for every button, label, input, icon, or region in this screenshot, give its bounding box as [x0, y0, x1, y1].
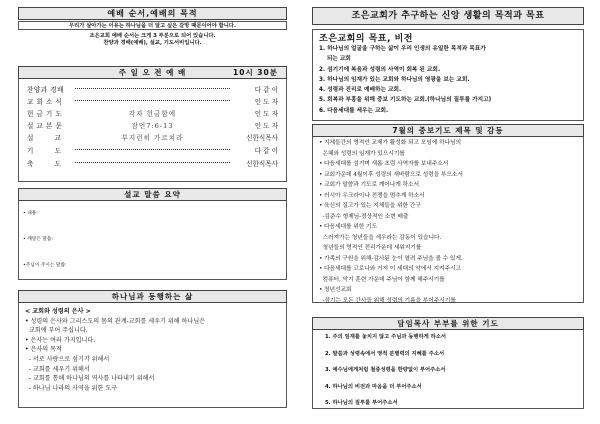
worship-row-leader: 인 도 자 [254, 110, 278, 118]
walk-with-god-body [25, 307, 205, 393]
prayer-item: • 다음세대를 섬기며 새롭 초럼 사역자를 보내주소서 [319, 161, 449, 167]
prayer-item: 은혜와 성령의 임재가 있으시기를 [319, 150, 405, 157]
worship-purpose-section [18, 7, 287, 55]
walk-line: - 교회를 통해 하나님의 역사를 나타내기 위해서 [25, 375, 155, 383]
prayer-item: • 러시아 우크라이나 전쟁을 멈추게 하소서 [319, 192, 425, 199]
prayer-item: • 청년선교회 [319, 287, 352, 293]
worship-order-section [18, 66, 287, 182]
worship-row-detail: 잠언7:6-13 [131, 122, 174, 130]
worship-row [27, 158, 278, 168]
vision-item: 되는 교회 [319, 56, 351, 63]
prayer-topics-section [312, 124, 584, 303]
vision-section [312, 29, 584, 121]
worship-row-leader: 다 같 이 [254, 147, 278, 155]
pastor-prayer-item: 2. 말씀과 성령속에서 영적 분별력의 지혜를 주소서 [325, 350, 445, 357]
prayer-item: • 교회가운데 4월이후 성령의 새바람으로 성령을 부으소서 [319, 171, 463, 178]
walk-line: • 은사의 목적 [25, 346, 62, 354]
prayer-item: • 육신의 질고가 있는 지체들을 위한 간구 [319, 203, 421, 209]
walk-with-god-section [18, 290, 287, 408]
worship-row [27, 96, 278, 106]
prayer-topics-list [319, 138, 463, 306]
worship-order-header [18, 66, 287, 79]
vision-item: 3. 하나님의 임재가 있는 교회와 하나님의 영광을 보는 교회. [319, 76, 470, 83]
pastor-prayer-section [312, 317, 584, 409]
pastor-prayer-item: 5. 하나님의 질투를 부어주소서 [325, 400, 398, 406]
worship-row-label: 설 교 본 문 [27, 122, 63, 130]
dotted-leader [75, 100, 230, 101]
sermon-summary-title: 설교 말씀 요약 [18, 188, 287, 201]
worship-row [27, 108, 278, 118]
left-column [18, 0, 287, 424]
worship-row-label: 설 교 [27, 134, 62, 142]
vision-item: 4. 성령과 진리로 예배하는 교회. [319, 87, 402, 94]
worship-row-label: 교 회 소 식 [27, 98, 63, 106]
prayer-item: -섬기는 모든 간사들 위해 성령의 기름을 부어주시기를 [319, 297, 456, 304]
worship-row [27, 145, 278, 155]
vision-item: 1. 하나님의 얼굴을 구하는 삶이 우리 인생의 유일한 목적과 목표가 [319, 46, 486, 52]
prayer-item: -김준수 형제님-경상적인 소변 배출 [319, 213, 409, 220]
summary-word-label: •주님이 주시는 말씀: [23, 263, 67, 268]
worship-time: 10시 30분 [233, 68, 278, 77]
prayer-topics-title: 7월의 중보기도 제목 및 감동 [312, 124, 584, 137]
worship-order-title: 주 일 오 전 예 배 [118, 68, 187, 77]
worship-row-leader: 다 같 이 [254, 86, 278, 94]
worship-order-parts: 찬양과 경배(예배), 설교, 기도서비입니다. [103, 40, 202, 46]
prayer-item: 컴퓨터, 악기 훈련 가운데 주님이 함께 해주시기를 [319, 276, 445, 283]
prayer-item: • 다음세대를 위한 기도 [319, 224, 378, 230]
walk-with-god-title: 하나님과 동행하는 삶 [18, 290, 287, 303]
right-column [312, 0, 584, 424]
pastor-prayer-item: 4. 하나님의 비전과 마음을 더 부어주소서 [325, 383, 422, 390]
summary-content-label: • 내용: [23, 211, 38, 216]
vision-title: 조은교회의 목표, 비전 [319, 34, 413, 44]
prayer-item: • 가족의 구원을 위해-감사된 눈이 열려 주님을 볼 수 있게. [319, 255, 463, 262]
worship-row [27, 132, 278, 142]
dotted-leader [75, 162, 230, 163]
vision-item: 6. 다음세대를 세우는 교회. [319, 107, 389, 114]
vision-item: 2. 섬기기에 복음과 성령의 사역이 회복 된 교회. [319, 66, 441, 73]
walk-line: - 하나님 나라의 사역을 위한 도구 [25, 384, 118, 392]
walk-line: • 성령의 은사와 그리스도의 몸의 관계-교회를 세우기 위해 하나님은 [25, 317, 206, 325]
walk-subtitle: < 교회와 성령의 은사 > [25, 308, 91, 315]
walk-line: • 은사는 여러 가지입니다. [25, 336, 96, 344]
walk-line: - 서로 사랑으로 섬기기 위해서 [25, 355, 110, 363]
worship-row-leader: 신한식목사 [246, 160, 278, 168]
summary-lesson-label: • 깨달은 말씀: [23, 237, 53, 242]
sermon-summary-section [18, 188, 287, 280]
pastor-prayer-item: 3. 예수님에게처럼 철중성령을 한량없이 부어주소서 [325, 367, 446, 373]
vision-list [319, 44, 491, 116]
worship-row-label: 헌 금 기 도 [27, 110, 63, 118]
worship-purpose-title: 예배 순서,예배의 목적 [18, 7, 287, 20]
dotted-leader [75, 149, 230, 150]
dotted-leader [75, 88, 230, 89]
worship-row-label: 찬양과 경배 [27, 86, 64, 94]
prayer-item: • 교회가 말씀과 기도로 깨어나게 하소서 [319, 182, 420, 188]
pastor-prayer-title: 담임목사 부부를 위한 기도 [312, 317, 584, 330]
worship-row-label: 축 도 [27, 160, 62, 168]
worship-row [27, 120, 278, 130]
worship-row-leader: 인 도 자 [254, 98, 278, 106]
worship-order-note: 조은교회 예배 순서는 크게 3 부분으로 되어 있습니다. [89, 33, 216, 39]
prayer-item: • 다음세대를 코로나와 거저 이 세대의 악에서 지켜주시고 [319, 266, 462, 272]
prayer-item: 스러져가는 청년들을 세우라는 감동이 있습니다. [319, 234, 442, 241]
worship-row-leader: 신한식목사 [246, 134, 278, 142]
pastor-prayer-list [325, 329, 446, 412]
church-goals-main-title: 조은교회가 추구하는 신앙 생활의 목적과 목표 [312, 7, 584, 25]
worship-purpose-note: 우리가 살아가는 이유는 하나님을 더 알고 싶은 갈망 때문이어야 합니다. [18, 21, 287, 30]
walk-line: - 교회를 세우기 위해서 [25, 365, 90, 373]
worship-row-detail [71, 108, 234, 118]
prayer-item: • 지체들간의 영적인 교제가 활성화 되고 모임에 하나님의 [319, 140, 462, 146]
pastor-prayer-item: 1. 주의 임재를 놓치지 않고 주님과 동행하게 하소서 [325, 334, 446, 340]
worship-row-leader: 인 도 자 [254, 122, 278, 130]
prayer-item: 청년들의 영적인 전리가운데 세워지기를 [319, 245, 422, 251]
worship-row [27, 84, 278, 94]
walk-line: 교회에 부어 주십니다. [25, 327, 88, 335]
vision-item: 5. 회복과 부흥을 위해 중보 기도하는 교회.(하나님의 질투를 가지고) [319, 97, 492, 104]
worship-row-label: 기 도 [27, 147, 62, 155]
worship-row-detail: 부지런히 가르치라 [121, 134, 184, 142]
worship-row-detail-text: 각자 헌금함에 [128, 110, 177, 118]
